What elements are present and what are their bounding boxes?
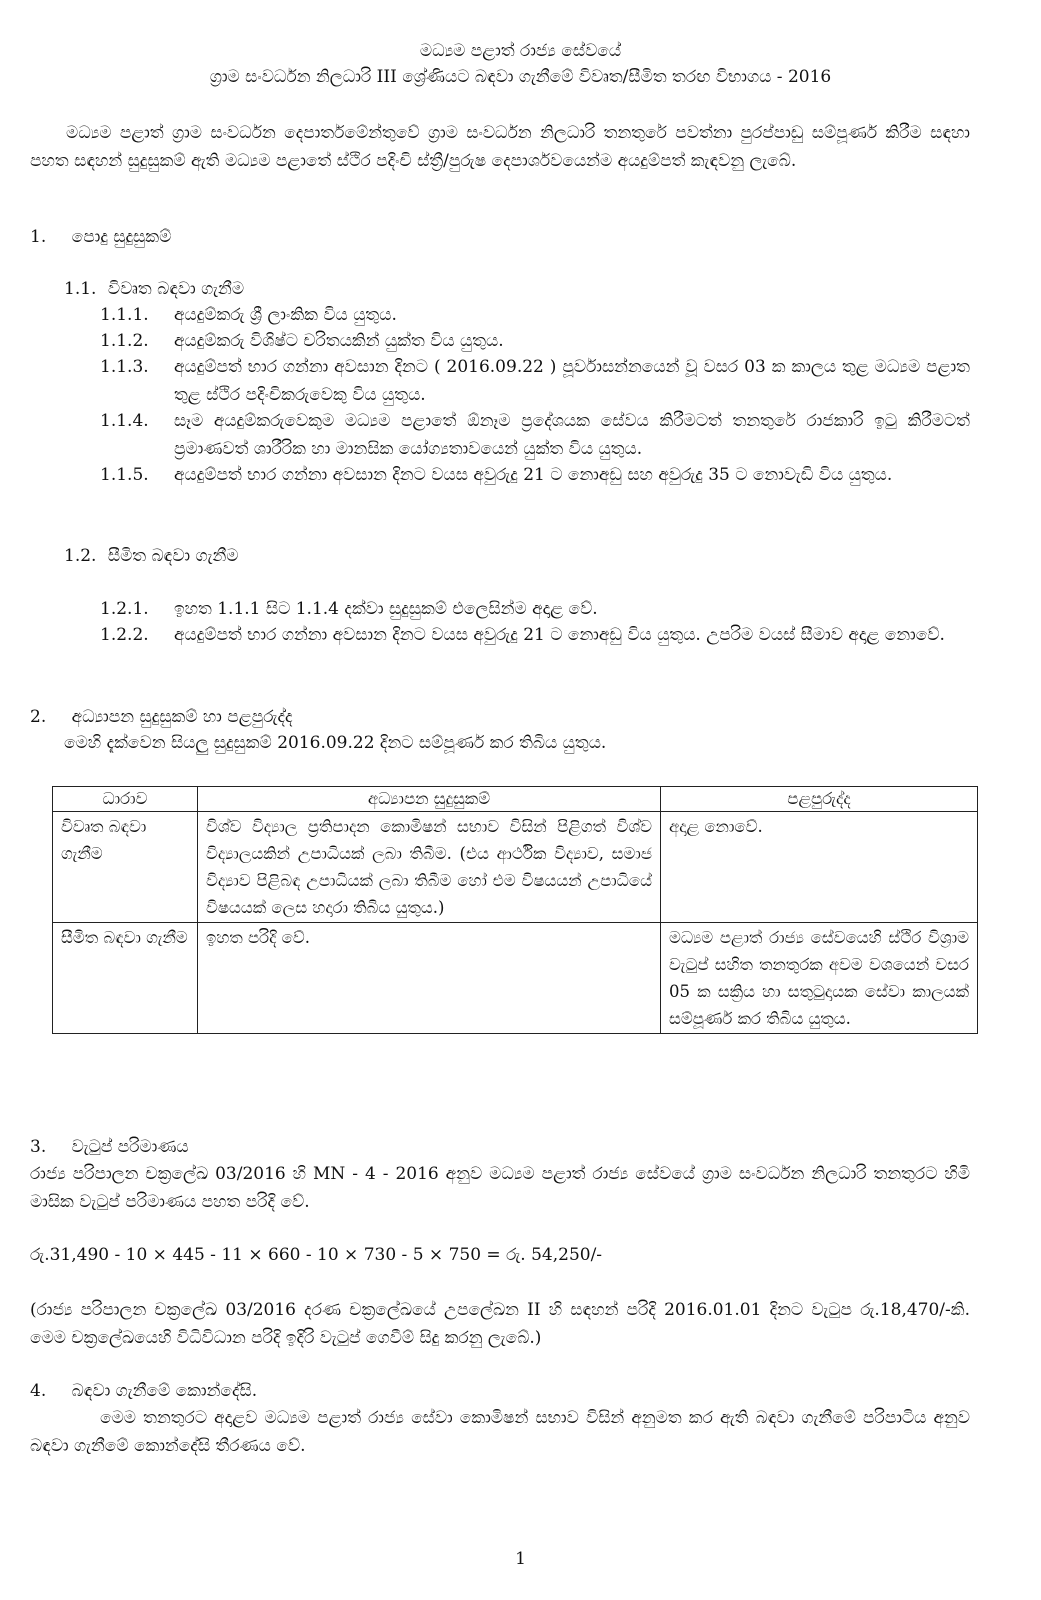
table-cell-stream: විවෘත බඳවා ගැනීම — [53, 812, 198, 923]
section-4-title: බඳවා ගැනීමේ කොන්දේසි. — [71, 1381, 258, 1401]
table-header-stream: ධාරාව — [53, 787, 198, 812]
item-1-1-2-number: 1.1.2. — [100, 331, 149, 351]
table-row — [53, 923, 978, 1034]
table-cell-stream: සීමිත බඳවා ගැනීම — [53, 923, 198, 1034]
header-line-2: ග්‍රාම සංවර්ධන නිලධාරි III ශ්‍රේණියට බඳවා ගැනීමේ විවෘත/සීමිත තරඟ විභාගය - 2016 — [209, 67, 832, 87]
page-number: 1 — [515, 1549, 526, 1569]
table-cell-experience: මධ්‍යම පළාත් රාජ්‍ය සේවයෙහි ස්ථිර විශ්‍රාම වැටුප් සහිත තනතුරක අවම වශයෙන් වසර 05 ක සක්‍රිය හා සතුටුදායක සේවා කාලයක් සම්පූර්ණ කර තිබිය යුතුය. — [661, 923, 978, 1034]
section-3-number: 3. — [30, 1137, 47, 1157]
header-line-1: මධ්‍යම පළාත් රාජ්‍ය සේවයේ — [419, 41, 622, 61]
section-1-number: 1. — [30, 227, 47, 247]
section-4-number: 4. — [30, 1381, 47, 1401]
subsection-1-1-title: විවෘත බඳවා ගැනීම — [107, 279, 245, 299]
section-1-title: පොදු සුදුසුකම් — [71, 227, 172, 247]
item-1-1-1-number: 1.1.1. — [100, 305, 149, 325]
subsection-1-1-number: 1.1. — [64, 279, 97, 299]
salary-formula: රු.31,490 - 10 × 445 - 11 × 660 - 10 × 730 - 5 × 750 = රු. 54,250/- — [30, 1245, 603, 1265]
section-3-text: රාජ්‍ය පරිපාලන චක්‍රලේඛ 03/2016 හි MN - 4 - 2016 අනුව මධ්‍යම පළාත් රාජ්‍ය සේවයේ ග්‍රාම සංවර්ධන නිලධාරි තනතුරට හිමි මාසික වැටුප් පරිමාණය පහත පරිදි වේ. — [30, 1164, 970, 1212]
section-2-heading — [30, 704, 293, 732]
intro-paragraph: මධ්‍යම පළාත් ග්‍රාම සංවර්ධන දෙපාර්තමේන්තුවේ ග්‍රාම සංවර්ධන නිලධාරි තනතුරේ පවත්නා පුරප්පාඩු සම්පූර්ණ කිරීම සඳහා පහත සඳහන් සුදුසුකම් ඇති මධ්‍යම පළාතේ ස්ථිර පදිංචි ස්ත්‍රී/පුරුෂ දෙපාර්ශවයෙන්ම අයදුම්පත් කැඳවනු ලැබේ. — [30, 123, 970, 171]
table-row — [53, 812, 978, 923]
table-header-experience: පළපුරුද්ද — [661, 787, 978, 812]
section-1-heading — [30, 224, 171, 252]
qualifications-table — [52, 786, 978, 1034]
section-4-heading — [30, 1378, 257, 1406]
table-cell-experience: අදාළ නොවේ. — [661, 812, 978, 923]
item-1-2-1-number: 1.2.1. — [100, 599, 149, 619]
table-cell-education: ඉහත පරිදි වේ. — [198, 923, 661, 1034]
section-2-number: 2. — [30, 707, 47, 727]
section-3-heading — [30, 1134, 189, 1162]
item-1-1-3-number: 1.1.3. — [100, 357, 149, 377]
subsection-1-1-heading — [64, 276, 244, 304]
section-4-text: මෙම තනතුරට අදාළව මධ්‍යම පළාත් රාජ්‍ය සේවා කොමිෂන් සභාව විසින් අනුමත කර ඇති බඳවා ගැනීමේ පරිපාටිය අනුව බඳවා ගැනීමේ කොන්දේසි තීරණය වේ. — [30, 1408, 970, 1456]
salary-footnote: (රාජ්‍ය පරිපාලන චක්‍රලේඛ 03/2016 දරණ චක්‍රලේඛයේ උපලේඛන II හි සඳහන් පරිදි 2016.01.01 දිනට වැටුප රු.18,470/-කි. මෙම චක්‍රලේඛයෙහි විධිවිධාන පරිදි ඉදිරි වැටුප් ගෙවීම් සිදු කරනු ලැබේ.) — [30, 1300, 970, 1348]
table-header-row — [53, 787, 978, 812]
item-1-1-1-text: අයදුම්කරු ශ්‍රී ලාංකික විය යුතුය. — [174, 305, 397, 325]
table-cell-education: විශ්ව විද්‍යාල ප්‍රතිපාදන කොමිෂන් සභාව විසින් පිළිගත් විශ්ව විද්‍යාලයකින් උපාධියක් ලබා තිබීම. (එය ආර්ථික විද්‍යාව, සමාජ විද්‍යාව පිළිබඳ උපාධියක් ලබා තිබීම හෝ එම විෂයයන් උපාධියේ විෂයයක් ලෙස හදාරා තිබිය යුතුය.) — [198, 812, 661, 923]
item-1-2-2-text: අයදුම්පත් භාර ගන්නා අවසාන දිනට වයස අවුරුදු 21 ට නොඅඩු විය යුතුය. උපරිම වයස් සීමාව අදාළ නොවේ. — [174, 625, 945, 645]
item-1-1-5-text: අයදුම්පත් භාර ගන්නා අවසාන දිනට වයස අවුරුදු 21 ට නොඅඩු සහ අවුරුදු 35 ට නොවැඩි විය යුතුය. — [174, 465, 893, 485]
table-header-education: අධ්‍යාපන සුදුසුකම් — [198, 787, 661, 812]
subsection-1-2-title: සීමිත බඳවා ගැනීම — [107, 546, 239, 566]
item-1-1-3-text: අයදුම්පත් භාර ගන්නා අවසාන දිනට ( 2016.09.22 ) පූර්වාසන්නයෙන් වූ වසර 03 ක කාලය තුළ මධ්‍යම පළාත තුළ ස්ථිර පදිංචිකරුවෙකු විය යුතුය. — [174, 357, 970, 405]
subsection-1-2-heading — [64, 543, 238, 571]
item-1-1-5-number: 1.1.5. — [100, 465, 149, 485]
item-1-1-4-text: සෑම අයදුම්කරුවෙකුම මධ්‍යම පළාතේ ඕනෑම ප්‍රදේශයක සේවය කිරීමටත් තනතුරේ රාජකාරි ඉටු කිරීමටත් ප්‍රමාණවත් ශාරීරික හා මානසික යෝග්‍යතාවයෙන් යුක්ත විය යුතුය. — [174, 411, 970, 459]
item-1-2-1-text: ඉහත 1.1.1 සිට 1.1.4 දක්වා සුදුසුකම් එලෙසින්ම අදාළ වේ. — [174, 599, 598, 619]
item-1-1-2-text: අයදුම්කරු විශිෂ්ට චරිතයකින් යුක්ත විය යුතුය. — [174, 331, 504, 351]
item-1-2-2-number: 1.2.2. — [100, 625, 149, 645]
section-2-title: අධ්‍යාපන සුදුසුකම් හා පළපුරුද්ද — [71, 707, 293, 727]
item-1-1-4-number: 1.1.4. — [100, 411, 149, 431]
subsection-1-2-number: 1.2. — [64, 546, 97, 566]
section-2-note: මෙහි දැක්වෙන සියලු සුදුසුකම් 2016.09.22 දිනට සම්පූර්ණ කර තිබිය යුතුය. — [64, 733, 607, 753]
section-3-title: වැටුප් පරිමාණය — [71, 1137, 189, 1157]
